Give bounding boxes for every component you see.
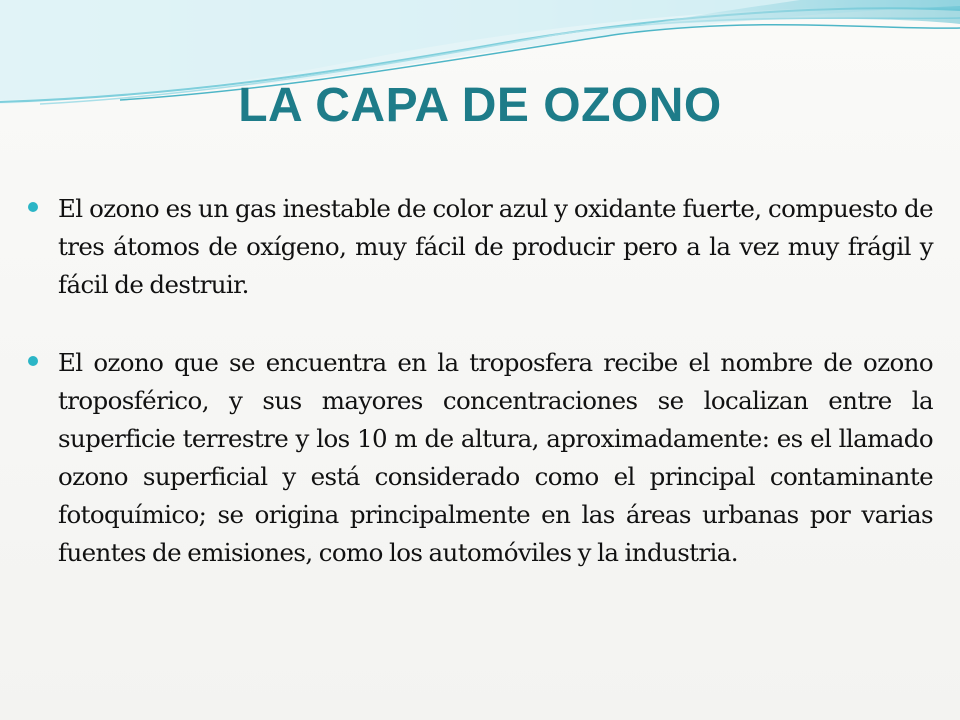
bullet-text-2: El ozono que se encuentra en la troposfera recibe el nombre de ozono troposférico, y sus mayores concentraciones se localizan entre la superficie terrestre y los 10 m de altura, aproximadamente: es el llamado ozono superficial y está considerado como el principal contaminante fotoquímico; se origina principalmente en las áreas urbanas por varias fuentes de emisiones, como los automóviles y la industria. <box>58 348 933 567</box>
bullet-item-2 <box>58 344 933 572</box>
bullet-list <box>58 190 933 612</box>
slide-title: LA CAPA DE OZONO <box>238 79 722 132</box>
bullet-item-1 <box>58 190 933 304</box>
bullet-dot-icon <box>28 356 38 366</box>
bullet-dot-icon <box>28 202 38 212</box>
bullet-text-1: El ozono es un gas inestable de color azul y oxidante fuerte, compuesto de tres átomos de oxígeno, muy fácil de producir pero a la vez muy frágil y fácil de destruir. <box>58 194 933 299</box>
